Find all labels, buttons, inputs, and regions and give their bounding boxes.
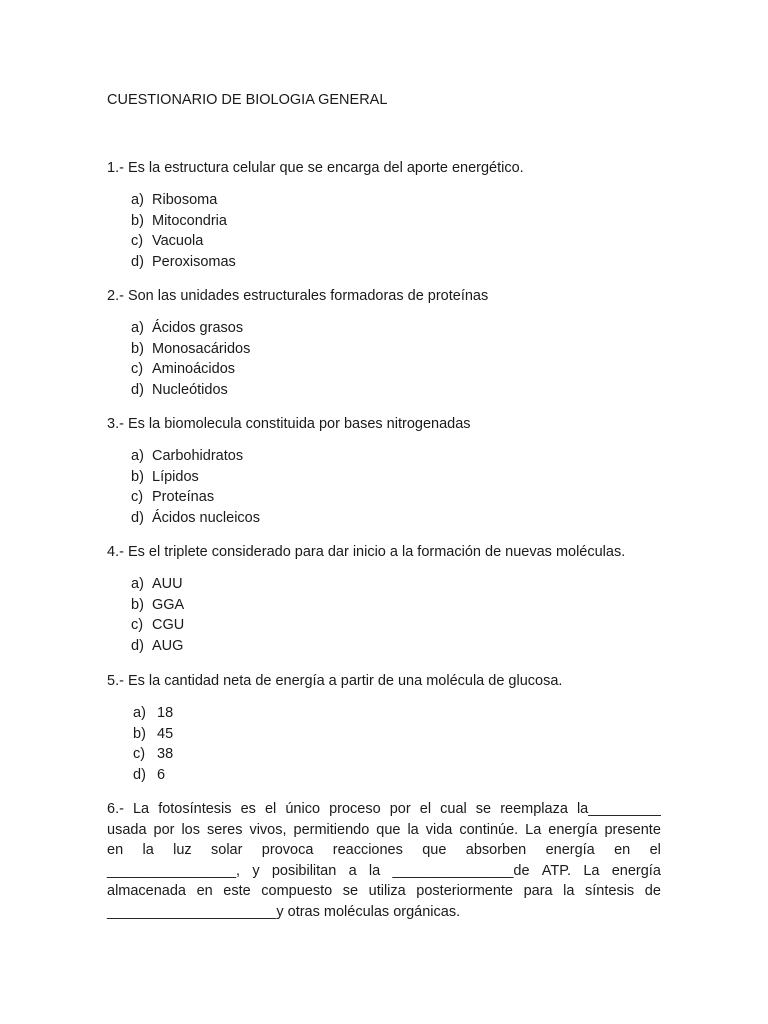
paragraph-word: seres (206, 821, 243, 838)
paragraph-word: cual (440, 801, 467, 817)
option-letter: a) (131, 192, 144, 208)
question-6-paragraph (107, 799, 661, 922)
options-list (131, 574, 184, 657)
question-5 (107, 671, 661, 784)
paragraph-word: por (389, 801, 411, 817)
option-text: GGA (152, 596, 185, 613)
paragraph-word: vivos, (249, 821, 287, 838)
paragraph-word: el (649, 842, 661, 858)
option-d (131, 636, 184, 657)
paragraph-word: que (422, 842, 447, 858)
paragraph-word: reacciones (332, 842, 403, 858)
option-letter: a) (131, 576, 144, 592)
option-text: Monosacáridos (152, 340, 251, 357)
option-a (133, 703, 173, 724)
question-text: 3.- Es la biomolecula constituida por bases nitrogenadas (107, 416, 471, 432)
option-letter: b) (131, 340, 144, 357)
paragraph-word: ________________, (107, 862, 241, 879)
option-b (131, 467, 260, 488)
option-letter: b) (131, 596, 144, 613)
option-text: 18 (157, 705, 174, 721)
option-a (131, 446, 260, 467)
option-letter: d) (131, 510, 144, 527)
paragraph-word: La (583, 862, 600, 879)
paragraph-word: presente (604, 821, 661, 838)
paragraph-word: la (142, 842, 154, 858)
paragraph-word: en (107, 842, 124, 858)
options-list (131, 318, 250, 401)
option-letter: d) (131, 254, 144, 271)
paragraph-word: _______________de (392, 862, 530, 879)
paragraph-word: único (285, 801, 321, 817)
option-text: Ácidos nucleicos (152, 510, 260, 527)
option-letter: a) (133, 705, 146, 721)
option-letter: c) (131, 233, 144, 250)
option-c (131, 487, 260, 508)
paragraph-word: a (348, 862, 357, 879)
option-text: Ácidos grasos (152, 320, 244, 336)
option-text: AUG (152, 638, 184, 655)
paragraph-word: 6.- (107, 801, 124, 817)
option-letter: c) (131, 361, 144, 378)
option-text: Nucleótidos (152, 382, 228, 399)
paragraph-word: en (614, 842, 631, 858)
paragraph-word: energía (545, 842, 595, 858)
option-text: Lípidos (152, 468, 199, 485)
paragraph-word: se (475, 801, 492, 817)
option-b (131, 595, 184, 616)
paragraph-word: fotosíntesis (158, 801, 232, 817)
paragraph-word: usada (107, 821, 147, 838)
option-text: Ribosoma (152, 192, 218, 208)
paragraph-word: para (523, 883, 553, 899)
option-letter: a) (131, 448, 144, 464)
paragraph-word: la (563, 883, 575, 899)
paragraph-word: por (153, 821, 175, 838)
paragraph-line (107, 799, 661, 820)
options-list (133, 703, 173, 786)
paragraph-word: luz (173, 842, 192, 858)
option-text: Peroxisomas (152, 254, 236, 271)
option-b (131, 211, 236, 232)
question-1 (107, 158, 661, 271)
paragraph-word: ATP. (541, 862, 572, 879)
option-letter: d) (131, 382, 144, 399)
paragraph-word: de (644, 883, 661, 899)
question-text: 4.- Es el triplete considerado para dar inicio a la formación de nuevas moléculas. (107, 544, 626, 560)
options-list (131, 446, 260, 529)
paragraph-word: la_________ (576, 801, 661, 817)
paragraph-word: se (342, 883, 359, 899)
option-a (131, 318, 250, 339)
option-c (131, 615, 184, 636)
paragraph-word: es (240, 801, 256, 817)
paragraph-word: solar (211, 842, 243, 858)
option-a (131, 190, 236, 211)
paragraph-word: el (419, 801, 432, 817)
paragraph-word: este (223, 883, 251, 899)
paragraph-word: posibilitan (271, 862, 337, 879)
paragraph-word: síntesis (585, 883, 635, 899)
option-d (133, 765, 173, 786)
paragraph-word: La (525, 821, 542, 838)
option-b (133, 724, 173, 745)
paragraph-word: almacenada (107, 883, 186, 899)
option-letter: c) (133, 746, 146, 763)
option-text: Mitocondria (152, 212, 227, 229)
paragraph-word: reemplaza (500, 801, 568, 817)
option-text: AUU (152, 576, 183, 592)
option-c (131, 359, 250, 380)
paragraph-line (107, 902, 661, 923)
option-letter: d) (133, 767, 146, 784)
option-c (133, 744, 173, 765)
paragraph-word: energía (611, 862, 661, 879)
paragraph-word: provoca (261, 842, 314, 858)
paragraph-word: la (407, 821, 419, 838)
option-letter: d) (131, 638, 144, 655)
option-letter: b) (133, 725, 146, 742)
paragraph-word: proceso (329, 801, 381, 817)
question-4 (107, 542, 661, 655)
paragraph-word: compuesto (261, 883, 333, 899)
option-text: Carbohidratos (152, 448, 244, 464)
paragraph-word: que (376, 821, 401, 838)
option-text: 45 (157, 725, 174, 742)
paragraph-line (107, 861, 661, 882)
option-text: Proteínas (152, 489, 215, 506)
option-letter: b) (131, 212, 144, 229)
question-2 (107, 286, 661, 399)
option-text: 6 (157, 767, 166, 784)
paragraph-word: vida (425, 821, 453, 838)
option-b (131, 339, 250, 360)
paragraph-word: los (181, 821, 200, 838)
paragraph-line (107, 881, 661, 902)
option-text: CGU (152, 617, 185, 634)
question-text: 5.- Es la cantidad neta de energía a partir de una molécula de glucosa. (107, 673, 563, 689)
paragraph-word: continúe. (459, 821, 519, 838)
option-letter: c) (131, 617, 144, 634)
paragraph-word: el (264, 801, 277, 817)
paragraph-line (107, 840, 661, 861)
paragraph-word: utiliza (368, 883, 406, 899)
paragraph-word: la (368, 862, 381, 879)
option-text: 38 (157, 746, 174, 763)
document-title: CUESTIONARIO DE BIOLOGIA GENERAL (107, 92, 388, 108)
paragraph-word: energía (548, 821, 598, 838)
paragraph-word: La (132, 801, 150, 817)
paragraph-word: _____________________y otras moléculas orgánicas. (107, 903, 461, 920)
paragraph-word: posteriormente (416, 883, 513, 899)
paragraph-word: absorben (465, 842, 527, 858)
option-c (131, 231, 236, 252)
question-text: 2.- Son las unidades estructurales formadoras de proteínas (107, 288, 489, 304)
options-list (131, 190, 236, 273)
paragraph-word: y (252, 862, 260, 879)
paragraph-word: en (196, 883, 213, 899)
option-letter: c) (131, 489, 144, 506)
option-d (131, 252, 236, 273)
paragraph-word: permitiendo (293, 821, 370, 838)
option-d (131, 508, 260, 529)
option-text: Aminoácidos (152, 361, 236, 378)
question-text: 1.- Es la estructura celular que se encarga del aporte energético. (107, 160, 524, 176)
option-a (131, 574, 184, 595)
option-d (131, 380, 250, 401)
option-letter: a) (131, 320, 144, 336)
option-letter: b) (131, 468, 144, 485)
question-3 (107, 414, 661, 527)
option-text: Vacuola (152, 233, 204, 250)
paragraph-line (107, 820, 661, 841)
